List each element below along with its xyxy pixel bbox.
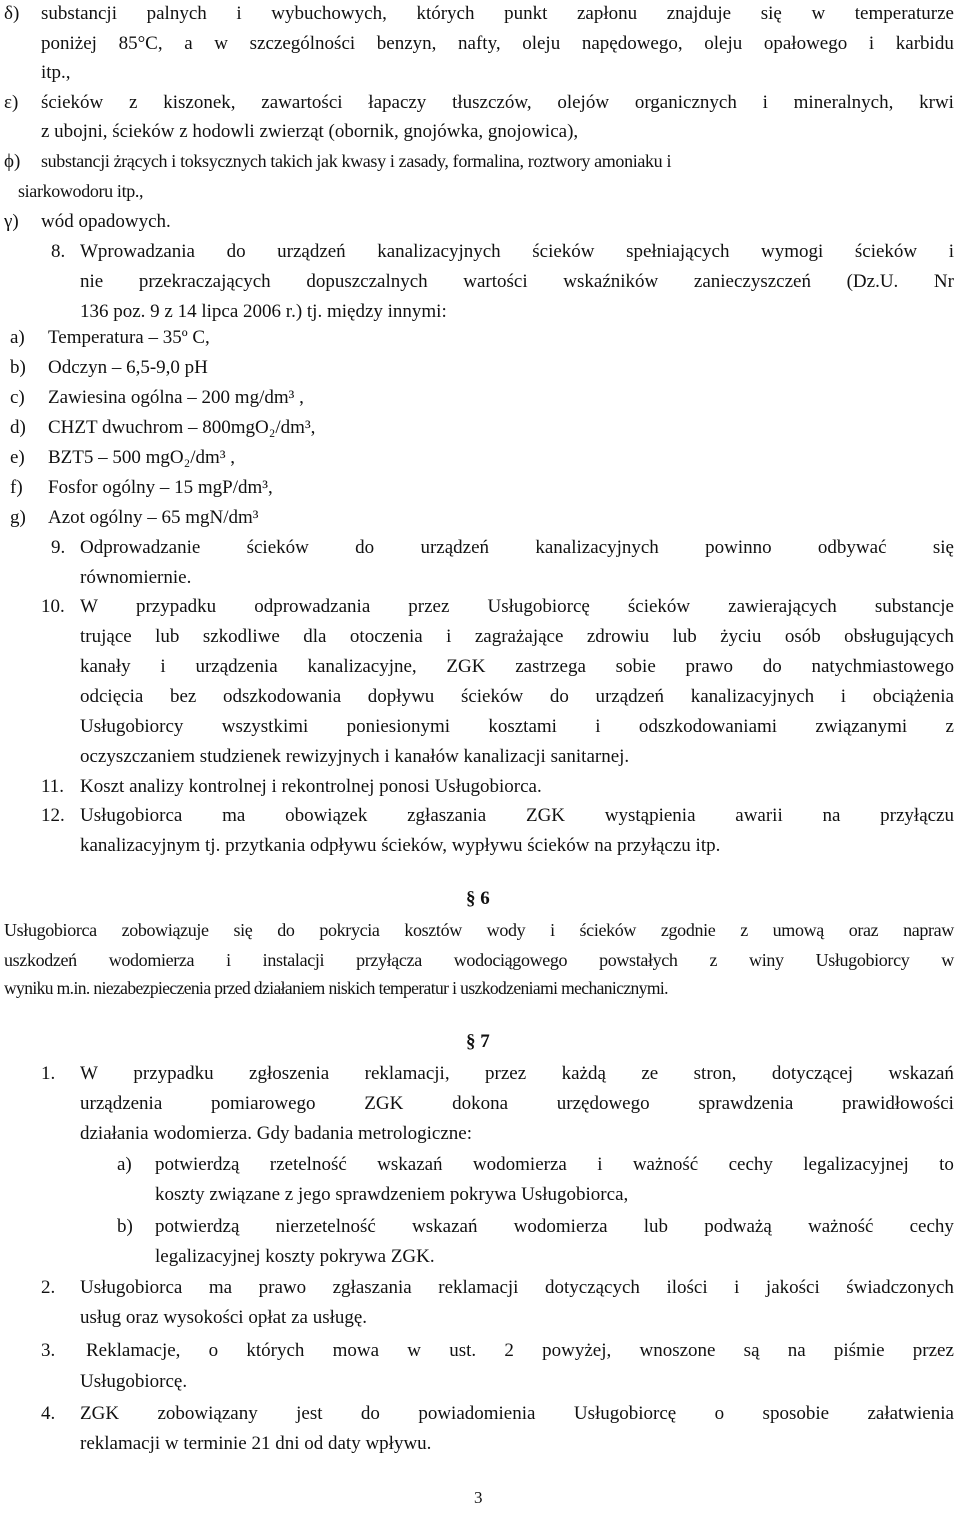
word: dokona	[452, 1093, 509, 1114]
word: oraz	[848, 920, 879, 940]
item-10-line-2	[80, 627, 954, 646]
s7-item-4-number: 4.	[41, 1403, 56, 1424]
s7-sub-a-marker: a)	[117, 1154, 132, 1175]
word: odszkodowania	[222, 686, 342, 707]
word: powinno	[705, 537, 772, 558]
delta-line-2	[41, 34, 954, 53]
word: są	[743, 1340, 760, 1361]
s7-item-3-line-1	[86, 1341, 954, 1360]
word: przez	[912, 1340, 954, 1361]
list-marker-gamma: γ)	[4, 211, 19, 232]
word: W	[80, 596, 98, 617]
word: poniżej	[41, 33, 97, 54]
word: odprowadzania	[254, 596, 371, 617]
word: urządzenia	[195, 656, 278, 677]
word: do	[360, 1403, 380, 1424]
s7-sub-b-line-1	[155, 1217, 954, 1236]
page-number: 3	[474, 1488, 483, 1507]
word: ścieków	[627, 596, 691, 617]
word: kosztów	[404, 920, 462, 940]
word: dla	[303, 626, 327, 647]
word: wnoszone	[639, 1340, 716, 1361]
item-10-line-3	[80, 657, 954, 676]
word: Usługobiorcę	[573, 1403, 677, 1424]
word: i	[948, 241, 954, 262]
word: to	[939, 1154, 954, 1175]
parameter-text: Fosfor ogólny – 15 mgP/dm³,	[48, 477, 273, 498]
word: urzędowego	[556, 1093, 650, 1114]
word: i	[597, 1154, 603, 1175]
item-8-line-1	[80, 242, 954, 261]
word: wskazań	[412, 1216, 478, 1237]
item-12-line-2: kanalizacyjnym tj. przytkania odpływu ścieków, wypływu ścieków na przyłączu itp.	[80, 835, 721, 856]
word: zgłaszania	[332, 1277, 412, 1298]
word: ma	[208, 1277, 233, 1298]
list-marker-phi: ϕ)	[4, 151, 21, 172]
word: reklamacji,	[364, 1063, 450, 1084]
word: się	[760, 3, 782, 24]
word: na	[787, 1340, 806, 1361]
parameter-text: Zawiesina ogólna – 200 mg/dm³ ,	[48, 387, 304, 408]
word: kanalizacyjnych	[690, 686, 815, 707]
word: napraw	[903, 920, 954, 940]
word: reklamacji	[438, 1277, 519, 1298]
word: w	[941, 950, 954, 970]
word: kanalizacyjnych	[377, 241, 501, 262]
gamma-line-1: wód opadowych.	[41, 211, 171, 232]
word: przez	[485, 1063, 527, 1084]
word: lub	[155, 626, 180, 647]
s7-sub-b-line-2: legalizacyjnej koszty pokrywa ZGK.	[155, 1246, 435, 1267]
word: substancje	[874, 596, 954, 617]
word: dopływu	[367, 686, 435, 707]
word: wodomierza	[108, 950, 195, 970]
word: wystąpienia	[604, 805, 696, 826]
s7-item-1-line-1	[80, 1064, 954, 1083]
word: kanalizacyjnych	[535, 537, 659, 558]
word: Usługobiorcy	[815, 950, 910, 970]
word: i	[226, 950, 231, 970]
word: (Dz.U.	[846, 271, 899, 292]
word: 85°C,	[118, 33, 163, 54]
word: wody	[486, 920, 526, 940]
item-10-number: 10.	[41, 596, 65, 617]
word: nafty,	[458, 33, 501, 54]
item-8-line-2	[80, 272, 954, 291]
word: ważność	[808, 1216, 874, 1237]
word: urządzeń	[277, 241, 346, 262]
s7-item-1-line-3: działania wodomierza. Gdy badania metrologiczne:	[80, 1123, 472, 1144]
word: każdą	[561, 1063, 606, 1084]
word: potwierdzą	[155, 1154, 240, 1175]
word: Usługobiorcę	[487, 596, 590, 617]
parameter-marker: d)	[10, 417, 26, 438]
word: do	[277, 920, 295, 940]
phi-line-2: siarkowodoru itp.,	[18, 181, 144, 201]
list-marker-delta: δ)	[4, 3, 20, 24]
word: dopuszczalnych	[306, 271, 428, 292]
word: ZGK	[525, 805, 566, 826]
delta-line-3: itp.,	[41, 62, 71, 83]
word: Usługobiorca	[80, 805, 183, 826]
s7-sub-a-line-1	[155, 1155, 954, 1174]
item-10-line-1	[80, 597, 954, 616]
word: zobowiązany	[157, 1403, 258, 1424]
word: zawartości	[261, 92, 343, 113]
word: olejów	[557, 92, 610, 113]
parameter-marker: e)	[10, 447, 25, 468]
item-8-line-3: 136 poz. 9 z 14 lipca 2006 r.) tj. między innymi:	[80, 301, 447, 322]
word: wodomierza	[472, 1154, 567, 1175]
parameter-marker: a)	[10, 327, 25, 348]
word: wszystkimi	[221, 716, 309, 737]
word: zagrażające	[474, 626, 564, 647]
word: do	[355, 537, 375, 558]
word: znajduje	[666, 3, 732, 24]
word: wskazań	[377, 1154, 443, 1175]
word: otoczenia	[349, 626, 423, 647]
item-9-line-2: równomiernie.	[80, 567, 192, 588]
word: a	[184, 33, 193, 54]
s7-item-3-number: 3.	[41, 1340, 56, 1361]
word: zgłoszenia	[249, 1063, 330, 1084]
word: uszkodzeń	[4, 950, 77, 970]
item-9-number: 9.	[51, 537, 66, 558]
word: jakości	[765, 1277, 820, 1298]
epsilon-line-1	[41, 93, 954, 112]
section-6-heading: § 6	[466, 888, 490, 909]
s7-item-1-number: 1.	[41, 1063, 56, 1084]
word: świadczonych	[846, 1277, 954, 1298]
word: ZGK	[446, 656, 486, 677]
word: ścieków	[579, 920, 637, 940]
parameter-marker: g)	[10, 507, 26, 528]
word: przekraczających	[138, 271, 271, 292]
s7-sub-a-line-2: koszty związane z jego sprawdzeniem pokrywa Usługobiorca,	[155, 1184, 629, 1205]
word: do	[226, 241, 246, 262]
word: 2	[504, 1340, 514, 1361]
list-marker-epsilon: ε)	[4, 92, 19, 113]
word: w	[214, 33, 229, 54]
word: dotyczących	[544, 1277, 640, 1298]
word: ma	[222, 805, 246, 826]
word: obsługujących	[844, 626, 954, 647]
word: obowiązek	[285, 805, 368, 826]
word: kosztami	[488, 716, 557, 737]
word: ust.	[449, 1340, 477, 1361]
word: nierzetelność	[275, 1216, 376, 1237]
parameter-text: BZT5 – 500 mgO₂/dm³ ,	[48, 447, 236, 468]
word: organicznych	[634, 92, 737, 113]
word: lub	[672, 626, 697, 647]
word: załatwienia	[867, 1403, 954, 1424]
word: odbywać	[817, 537, 887, 558]
word: przypadku	[135, 596, 217, 617]
word: z	[709, 950, 718, 970]
word: oleju	[704, 33, 743, 54]
word: ścieków	[532, 241, 595, 262]
word: obciążenia	[872, 686, 954, 707]
item-10-line-4	[80, 687, 954, 706]
word: ścieków	[854, 241, 918, 262]
word: prawidłowości	[842, 1093, 954, 1114]
word: Wprowadzania	[80, 241, 195, 262]
word: się	[932, 537, 954, 558]
word: wodociągowego	[453, 950, 568, 970]
item-12-number: 12.	[41, 805, 65, 826]
word: umową	[772, 920, 824, 940]
word: i	[868, 33, 875, 54]
word: cechy	[909, 1216, 954, 1237]
parameter-marker: b)	[10, 357, 26, 378]
word: życiu	[720, 626, 762, 647]
word: pomiarowego	[211, 1093, 316, 1114]
s7-sub-b-marker: b)	[117, 1216, 133, 1237]
word: krwi	[919, 92, 954, 113]
word: i	[160, 656, 166, 677]
word: karbidu	[895, 33, 954, 54]
word: benzyn,	[376, 33, 437, 54]
word: przyłącza	[356, 950, 422, 970]
word: i	[550, 920, 555, 940]
word: i	[840, 686, 847, 707]
word: zgodnie	[660, 920, 716, 940]
word: ZGK	[364, 1093, 404, 1114]
item-8-number: 8.	[51, 241, 66, 262]
word: opałowego	[763, 33, 848, 54]
word: Usługobiorcy	[80, 716, 184, 737]
word: jest	[296, 1403, 323, 1424]
word: wskazań	[888, 1063, 954, 1084]
word: ilości	[666, 1277, 708, 1298]
word: związanymi	[815, 716, 908, 737]
word: i	[236, 3, 242, 24]
word: przyłączu	[880, 805, 954, 826]
word: zastrzega	[515, 656, 586, 677]
word: szczególności	[249, 33, 356, 54]
word: do	[762, 656, 782, 677]
word: zawierających	[728, 596, 837, 617]
word: substancji	[41, 3, 117, 24]
word: sobie	[615, 656, 656, 677]
word: lub	[643, 1216, 669, 1237]
word: się	[233, 920, 253, 940]
delta-line-1	[41, 4, 954, 23]
word: wymogi	[761, 241, 824, 262]
word: których	[416, 3, 475, 24]
word: i	[734, 1277, 740, 1298]
word: powstałych	[599, 950, 678, 970]
word: dotyczącej	[771, 1063, 854, 1084]
word: poniesionymi	[346, 716, 451, 737]
word: z	[129, 92, 138, 113]
parameter-text: Azot ogólny – 65 mgN/dm³	[48, 507, 259, 528]
word: nie	[80, 271, 104, 292]
word: wodomierza	[513, 1216, 608, 1237]
parameter-text: CHZT dwuchrom – 800mgO₂/dm³,	[48, 417, 316, 438]
item-11-number: 11.	[41, 776, 65, 797]
word: piśmie	[833, 1340, 885, 1361]
word: punkt	[504, 3, 548, 24]
word: w	[407, 1340, 422, 1361]
word: powyżej,	[542, 1340, 612, 1361]
word: sposobie	[762, 1403, 830, 1424]
s7-item-4-line-1	[80, 1404, 954, 1423]
parameter-marker: c)	[10, 387, 25, 408]
word: awarii	[735, 805, 783, 826]
s7-item-1-line-2	[80, 1094, 954, 1113]
s7-item-4-line-2: reklamacji w terminie 21 dni od daty wpływu.	[80, 1433, 432, 1454]
word: wybuchowych,	[271, 3, 387, 24]
word: temperaturze	[854, 3, 954, 24]
word: urządzeń	[420, 537, 490, 558]
word: ważność	[632, 1154, 699, 1175]
word: instalacji	[262, 950, 325, 970]
item-9-line-1	[80, 538, 954, 557]
word: Usługobiorca	[4, 920, 97, 940]
word: o	[714, 1403, 725, 1424]
word: rzetelność	[269, 1154, 347, 1175]
parameter-text: Odczyn – 6,5-9,0 pH	[48, 357, 208, 378]
word: palnych	[146, 3, 207, 24]
word: na	[822, 805, 841, 826]
word: zgłaszania	[407, 805, 487, 826]
word: Usługobiorca	[80, 1277, 183, 1298]
word: tłuszczów,	[452, 92, 532, 113]
word: zanieczyszczeń	[693, 271, 811, 292]
word: spełniających	[626, 241, 730, 262]
word: kiszonek,	[163, 92, 236, 113]
word: natychmiastowego	[811, 656, 954, 677]
word: przypadku	[133, 1063, 214, 1084]
word: sprawdzenia	[698, 1093, 794, 1114]
word: osób	[784, 626, 821, 647]
word: zobowiązuje	[121, 920, 209, 940]
word: kanalizacyjne,	[307, 656, 417, 677]
word: urządzeń	[595, 686, 665, 707]
word: ścieków	[41, 92, 104, 113]
parameter-marker: f)	[10, 477, 23, 498]
word: zdrowiu	[586, 626, 650, 647]
word: i	[762, 92, 768, 113]
word: których	[246, 1340, 305, 1361]
word: i	[595, 716, 601, 737]
word: oleju	[522, 33, 561, 54]
word: z	[945, 716, 954, 737]
word: stron,	[693, 1063, 737, 1084]
word: bez	[169, 686, 197, 707]
word: o	[208, 1340, 219, 1361]
section-6-line-3: wyniku m.in. niezabezpieczenia przed działaniem niskich temperatur i uszkodzeniami mechanicznymi.	[4, 978, 668, 998]
word: Reklamacje,	[86, 1340, 181, 1361]
phi-line-1: substancji żrących i toksycznych takich jak kwasy i zasady, formalina, roztwory amoniaku i	[41, 151, 672, 171]
item-10-line-6: oczyszczaniem studzienek rewizyjnych i kanałów kanalizacji sanitarnej.	[80, 746, 630, 767]
word: ze	[641, 1063, 659, 1084]
word: W	[80, 1063, 98, 1084]
word: cechy	[728, 1154, 773, 1175]
word: urządzenia	[80, 1093, 163, 1114]
word: podważą	[704, 1216, 772, 1237]
word: kanały	[80, 656, 131, 677]
word: odcięcia	[80, 686, 144, 707]
word: winy	[749, 950, 784, 970]
parameter-text: Temperatura – 35º C,	[48, 327, 210, 348]
word: napędowego,	[581, 33, 683, 54]
word: i	[446, 626, 452, 647]
word: wartości	[463, 271, 528, 292]
s7-item-2-line-1	[80, 1278, 954, 1297]
word: powiadomienia	[418, 1403, 536, 1424]
word: legalizacyjnej	[803, 1154, 909, 1175]
section-6-line-1	[4, 921, 954, 939]
word: potwierdzą	[155, 1216, 240, 1237]
word: Odprowadzanie	[80, 537, 201, 558]
s7-item-2-number: 2.	[41, 1277, 56, 1298]
word: do	[549, 686, 569, 707]
word: przez	[408, 596, 450, 617]
word: ścieków	[246, 537, 309, 558]
word: pokrycia	[319, 920, 380, 940]
word: w	[811, 3, 826, 24]
word: zapłonu	[576, 3, 638, 24]
epsilon-line-2: z ubojni, ścieków z hodowli zwierząt (obornik, gnojówka, gnojowica),	[41, 121, 579, 142]
word: odszkodowaniami	[638, 716, 778, 737]
item-12-line-1	[80, 806, 954, 825]
word: mineralnych,	[793, 92, 894, 113]
word: wskaźników	[563, 271, 659, 292]
word: prawo	[258, 1277, 307, 1298]
word: Nr	[933, 271, 954, 292]
word: ZGK	[80, 1403, 120, 1424]
word: ścieków	[460, 686, 524, 707]
section-7-heading: § 7	[466, 1031, 490, 1052]
item-10-line-5	[80, 717, 954, 736]
word: z	[740, 920, 748, 940]
word: trujące	[80, 626, 132, 647]
s7-item-2-line-2: usług oraz wysokości opłat za usługę.	[80, 1307, 368, 1328]
section-6-line-2	[4, 951, 954, 969]
word: mowa	[332, 1340, 380, 1361]
word: łapaczy	[368, 92, 427, 113]
item-11-line-1: Koszt analizy kontrolnej i rekontrolnej ponosi Usługobiorca.	[80, 776, 542, 797]
word: prawo	[685, 656, 733, 677]
s7-item-3-line-2: Usługobiorcę.	[80, 1371, 188, 1392]
word: szkodliwe	[202, 626, 280, 647]
